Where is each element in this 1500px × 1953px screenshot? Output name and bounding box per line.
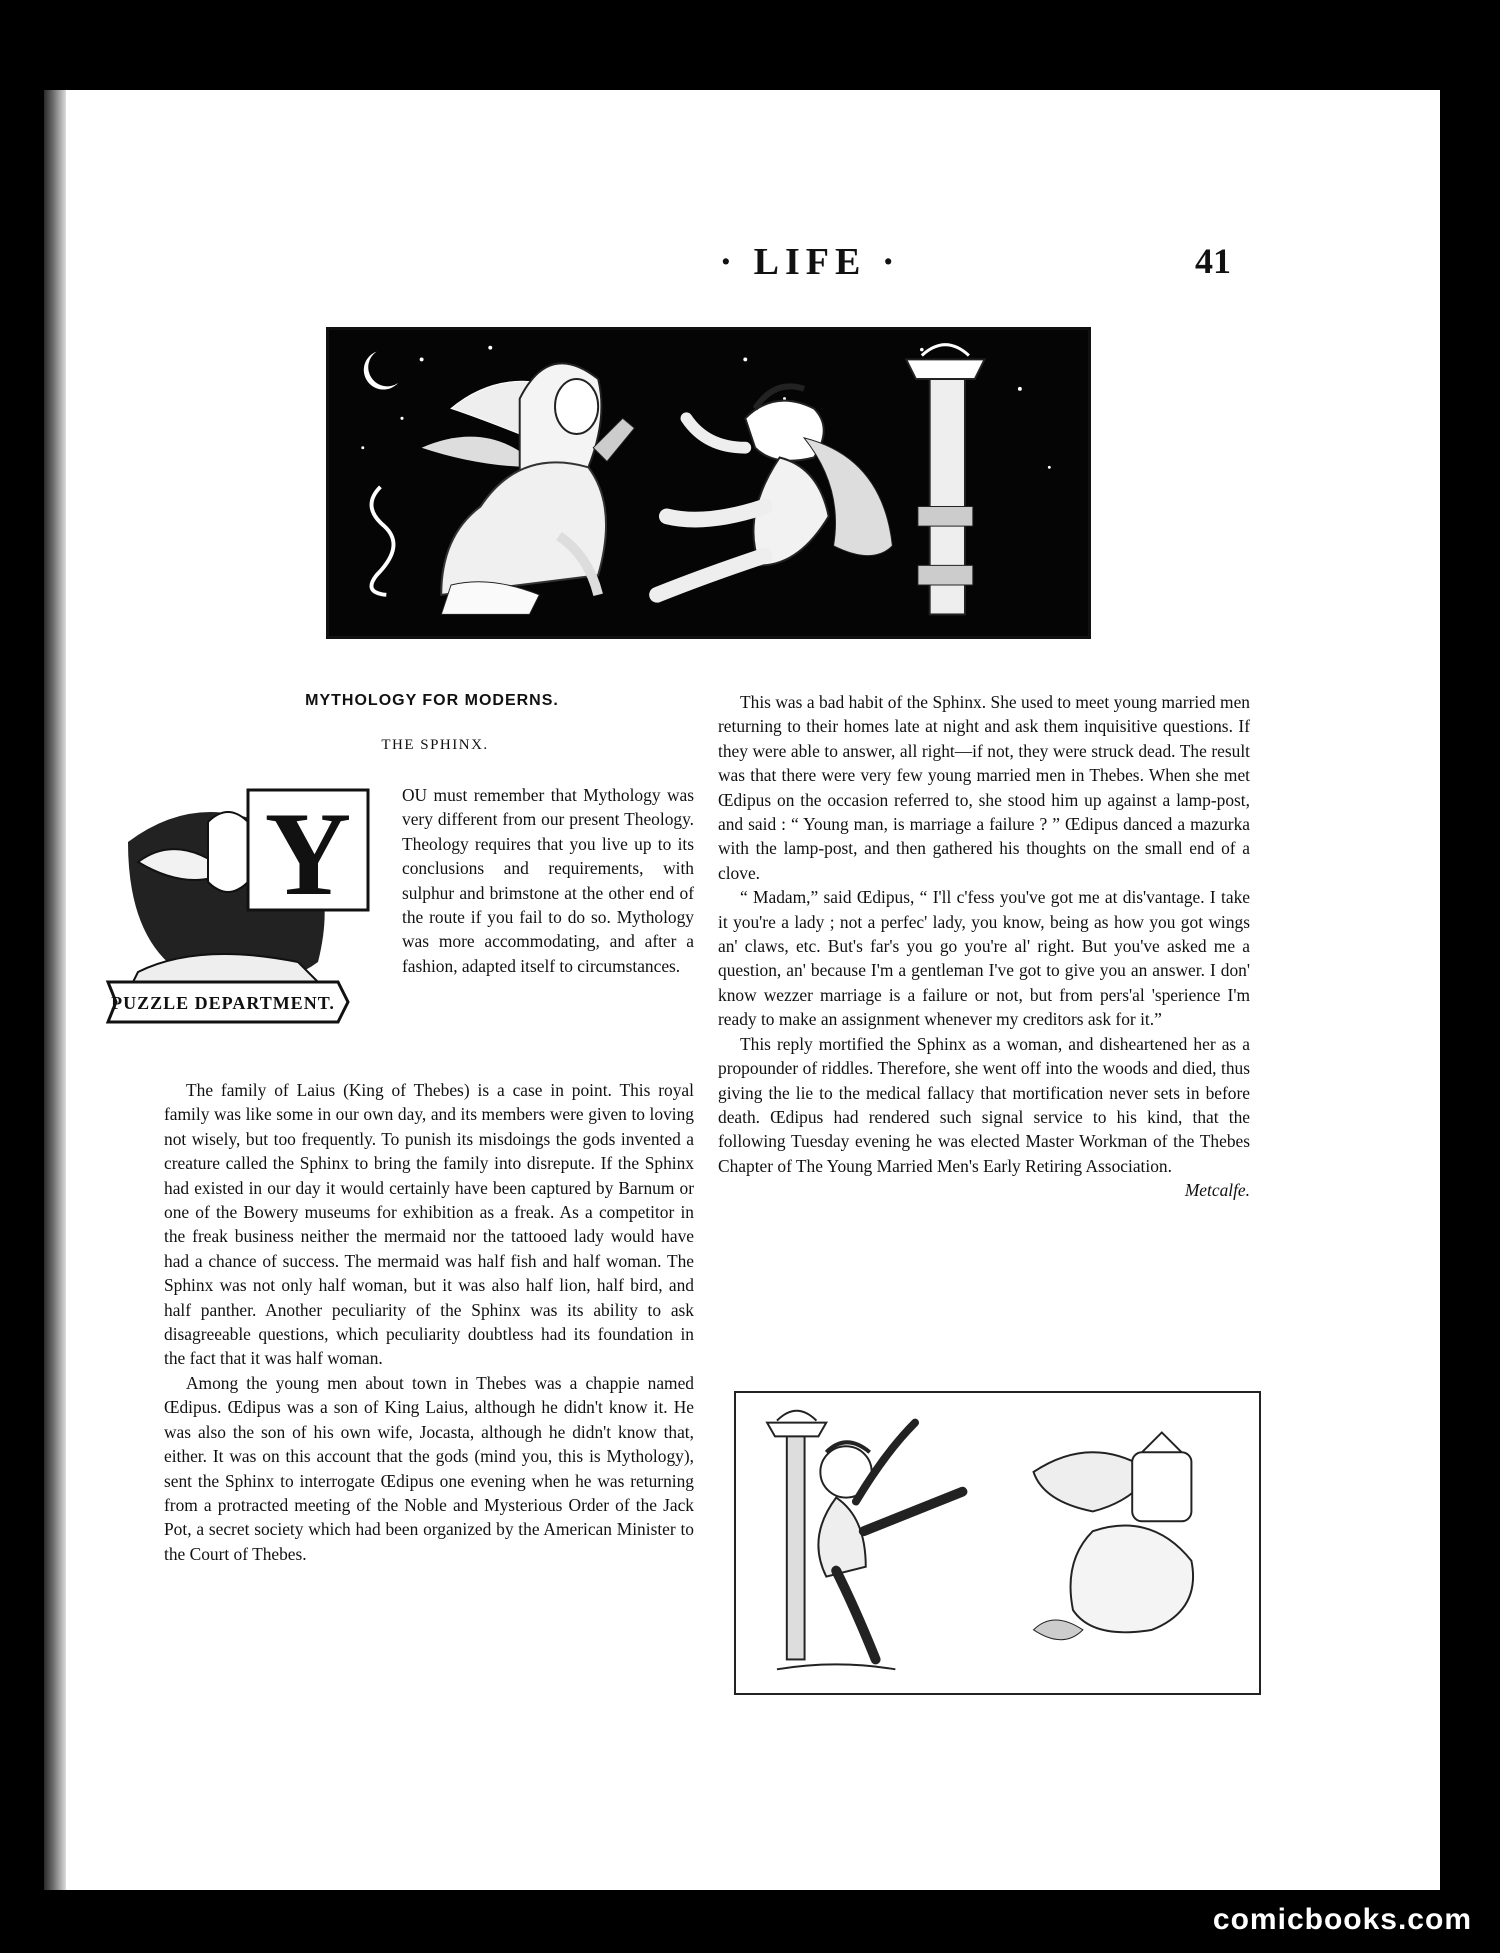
right-paragraph-1: This was a bad habit of the Sphinx. She used to meet young married men returning to their homes late at night and ask them inquisitive questions. If they were able to answer, all right—if not, they were struck dead. The result was that there were very few young married men in Thebes. When she met Œdipus on the occasion referred to, she stood him up against a lamp-post, and said : “ Young man, is marriage a failure ? ” Œdipus danced a mazurka with the lamp-post, and then gathered his thoughts on the small end of a clove. [718,692,1250,883]
author-signature: Metcalfe. [1184,1180,1250,1201]
article-subtitle: THE SPHINX. [381,737,489,753]
right-column [718,690,1250,1203]
intro-text: OU must remember that Mythology was very different from our present Theology. Theology requires that you live up to its conclusions and requirements, with sulphur and brimstone at the other end of the route if you fail to do so. Mythology was more accommodating, and after a fashion, adapted itself to circumstances. [402,785,694,976]
page-number: 41 [1195,241,1231,281]
site-watermark: comicbooks.com [1212,1903,1472,1936]
drop-cap-letter: Y [264,787,352,920]
sphinx-oedipus-illustration [326,327,1091,639]
left-paragraph-1: The family of Laius (King of Thebes) is a case in point. This royal family was like some in our own day, and its members were given to loving not wisely, but too frequently. To punish its misdoings the gods invented a creature called the Sphinx to bring the family into disrepute. If the Sphinx had existed in our day it would certainly have been captured by Barnum or one of the Bowery museums for exhibition as a freak. As a competitor in the freak business neither the mermaid nor the tattooed lady would have had a chance of success. The mermaid was half fish and half woman. The Sphinx was not only half woman, but it was also half lion, half bird, and half panther. Another peculiarity of the Sphinx was its ability to ask disagreeable questions, which peculiarity doubtless had its foundation in the fact that it was half woman. [164,1080,694,1369]
drop-cap-illustration [98,782,398,1040]
left-paragraph-2: Among the young men about town in Thebes was a chappie named Œdipus. Œdipus was a son of King Laius, although he didn't know it. He was also the son of his own wife, Jocasta, although he didn't know that, either. It was on this account that the gods (mind you, this is Mythology), sent the Sphinx to interrogate Œdipus one evening when he was returning from a protracted meeting of the Noble and Mysterious Order of the Jack Pot, a secret society which had been organized by the American Minister to the Court of Thebes. [164,1372,694,1564]
puzzle-banner: PUZZLE DEPARTMENT. [111,993,335,1013]
oedipus-kick-illustration [734,1391,1261,1695]
left-column [164,1078,694,1566]
magazine-title: · LIFE · [719,241,901,283]
article-title: MYTHOLOGY FOR MODERNS. [305,692,559,709]
right-paragraph-3 [718,1032,1250,1201]
right-paragraph-2: “ Madam,” said Œdipus, “ I'll c'fess you've got me at dis'vantage. I take it you're a lady ; not a perfec' lady, you know, being as how you got wings an' claws, etc. But's far's you go you're al' right. But you've asked me a question, an' because I'm a gentleman I've got to give you an answer. I don' know wezzer marriage is a failure or not, but from pers'al 'sperience I'm ready to make an assignment whenever my creditors ask for it.” [718,887,1250,1030]
right-paragraph-3-text: This reply mortified the Sphinx as a woman, and disheartened her as a propounder of riddles. Therefore, she went off into the woods and died, thus giving the lie to the medical fallacy that mortification never sets in before death. Œdipus had rendered such signal service to his kind, that the following Tuesday evening he was elected Master Workman of the Thebes Chapter of The Young Married Men's Early Retiring Association. [718,1033,1250,1176]
binding-gutter [44,90,66,1890]
